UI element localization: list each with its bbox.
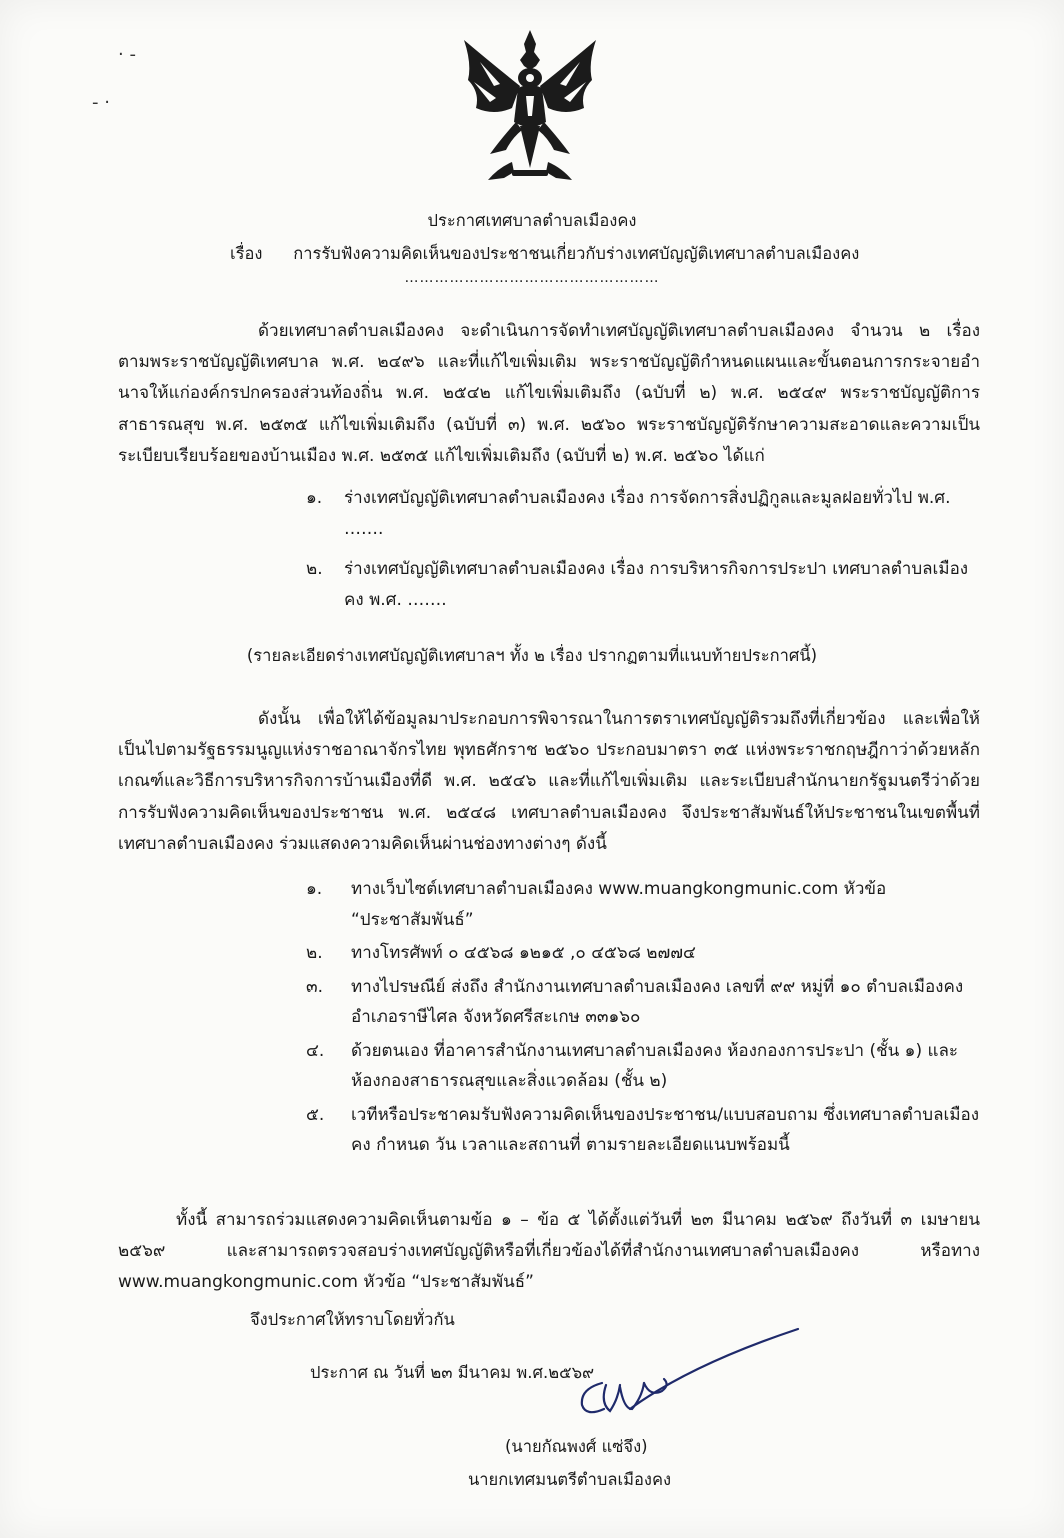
list-item bbox=[306, 483, 986, 545]
list-item bbox=[306, 1100, 986, 1161]
draft-list bbox=[306, 483, 986, 625]
scan-mark: - · bbox=[92, 92, 110, 113]
list-number: ๒. bbox=[306, 559, 323, 579]
scan-mark: · - bbox=[118, 44, 136, 65]
signature-icon bbox=[570, 1325, 800, 1420]
details-note: (รายละเอียดร่างเทศบัญญัติเทศบาลฯ ทั้ง ๒ เรื่อง ปรากฏตามที่แนบท้ายประกาศนี้) bbox=[246, 646, 818, 665]
list-number: ๓. bbox=[306, 976, 324, 997]
list-number: ๒. bbox=[306, 943, 323, 963]
list-item bbox=[306, 938, 986, 969]
proclamation-line: จึงประกาศให้ทราบโดยทั่วกัน bbox=[250, 1310, 455, 1329]
list-number: ๑. bbox=[306, 488, 323, 508]
list-item bbox=[306, 554, 986, 616]
channel-list bbox=[306, 874, 986, 1164]
signer-title: นายกเทศมนตรีตำบลเมืองคง bbox=[468, 1470, 672, 1489]
list-text: ร่างเทศบัญญัติเทศบาลตำบลเมืองคง เรื่อง การจัดการสิ่งปฏิกูลและมูลฝอยทั่วไป พ.ศ. ……. bbox=[344, 488, 951, 539]
list-text: ด้วยตนเอง ที่อาคารสำนักงานเทศบาลตำบลเมืองคง ห้องกองการประปา (ชั้น ๑) และห้องกองสาธารณสุขและสิ่งแวดล้อม (ชั้น ๒) bbox=[351, 1040, 959, 1091]
signer-name: (นายกัณพงศ์ แซ่จึง) bbox=[505, 1437, 648, 1456]
list-text: ทางโทรศัพท์ ๐ ๔๕๖๘ ๑๒๑๕ ,๐ ๔๕๖๘ ๒๗๗๔ bbox=[351, 943, 696, 963]
subject-label: เรื่อง bbox=[230, 244, 263, 263]
list-item bbox=[306, 1036, 986, 1097]
list-item bbox=[306, 972, 986, 1033]
list-text: ทางไปรษณีย์ ส่งถึง สำนักงานเทศบาลตำบลเมืองคง เลขที่ ๙๙ หมู่ที่ ๑๐ ตำบลเมืองคง อำเภอราษีไศล จังหวัดศรีสะเกษ ๓๓๑๖๐ bbox=[351, 976, 964, 1027]
garuda-emblem-icon bbox=[450, 22, 610, 192]
subject-row bbox=[230, 241, 990, 267]
consideration-paragraph: ดังนั้น เพื่อให้ได้ข้อมูลมาประกอบการพิจารณาในการตราเทศบัญญัติรวมถึงที่เกี่ยวข้อง และเพื่อให้เป็นไปตามรัฐธรรมนูญแห่งราชอาณาจักรไทย พุทธศักราช ๒๕๖๐ ประกอบมาตรา ๓๕ แห่งพระราชกฤษฎีกาว่าด้วยหลักเกณฑ์และวิธีการบริหารกิจการบ้านเมืองที่ดี พ.ศ. ๒๕๔๖ และที่แก้ไขเพิ่มเติม และระเบียบสำนักนายกรัฐมนตรีว่าด้วยการรับฟังความคิดเห็นของประชาชน พ.ศ. ๒๕๔๘ เทศบาลตำบลเมืองคง จึงประชาสัมพันธ์ให้ประชาชนในเขตพื้นที่เทศบาลตำบลเมืองคง ร่วมแสดงความคิดเห็นผ่านช่องทางต่างๆ ดังนี้ bbox=[118, 709, 980, 854]
list-text: เวทีหรือประชาคมรับฟังความคิดเห็นของประชาชน/แบบสอบถาม ซึ่งเทศบาลตำบลเมืองคง กำหนด วัน เวลาและสถานที่ ตามรายละเอียดแนบพร้อมนี้ bbox=[351, 1104, 980, 1155]
list-number: ๑. bbox=[306, 879, 323, 899]
closing-paragraph: ทั้งนี้ สามารถร่วมแสดงความคิดเห็นตามข้อ ๑ – ข้อ ๕ ได้ตั้งแต่วันที่ ๒๓ มีนาคม ๒๕๖๙ ถึงวันที่ ๓ เมษายน ๒๕๖๙ และสามารถตรวจสอบร่างเทศบัญญัติหรือที่เกี่ยวข้องได้ที่สำนักงานเทศบาลตำบลเมืองคง หรือทาง www.muangkongmunic.com หัวข้อ “ประชาสัมพันธ์” bbox=[118, 1210, 980, 1292]
dotted-separator: …………………………………………… bbox=[404, 270, 660, 286]
subject-text: การรับฟังความคิดเห็นของประชาชนเกี่ยวกับร่างเทศบัญญัติเทศบาลตำบลเมืองคง bbox=[293, 244, 860, 263]
list-text: ร่างเทศบัญญัติเทศบาลตำบลเมืองคง เรื่อง การบริหารกิจการประปา เทศบาลตำบลเมืองคง พ.ศ. ……. bbox=[344, 559, 969, 610]
announcement-date: ประกาศ ณ วันที่ ๒๓ มีนาคม พ.ศ.๒๕๖๙ bbox=[310, 1363, 595, 1382]
list-item bbox=[306, 874, 986, 935]
intro-paragraph: ด้วยเทศบาลตำบลเมืองคง จะดำเนินการจัดทำเทศบัญญัติเทศบาลตำบลเมืองคง จำนวน ๒ เรื่อง ตามพระราชบัญญัติเทศบาล พ.ศ. ๒๔๙๖ และที่แก้ไขเพิ่มเติม พระราชบัญญัติกำหนดแผนและขั้นตอนการกระจายอำนาจให้แก่องค์กรปกครองส่วนท้องถิ่น พ.ศ. ๒๕๔๒ แก้ไขเพิ่มเติมถึง (ฉบับที่ ๒) พ.ศ. ๒๕๔๙ พระราชบัญญัติการสาธารณสุข พ.ศ. ๒๕๓๕ แก้ไขเพิ่มเติมถึง (ฉบับที่ ๓) พ.ศ. ๒๕๖๐ พระราชบัญญัติรักษาความสะอาดและความเป็นระเบียบเรียบร้อยของบ้านเมือง พ.ศ. ๒๕๓๕ แก้ไขเพิ่มเติมถึง (ฉบับที่ ๒) พ.ศ. ๒๕๖๐ ได้แก่ bbox=[118, 321, 980, 466]
list-number: ๕. bbox=[306, 1104, 325, 1125]
announcement-title: ประกาศเทศบาลตำบลเมืองคง bbox=[427, 211, 637, 230]
list-text: ทางเว็บไซต์เทศบาลตำบลเมืองคง www.muangkongmunic.com หัวข้อ “ประชาสัมพันธ์” bbox=[351, 879, 887, 930]
list-number: ๔. bbox=[306, 1040, 325, 1061]
